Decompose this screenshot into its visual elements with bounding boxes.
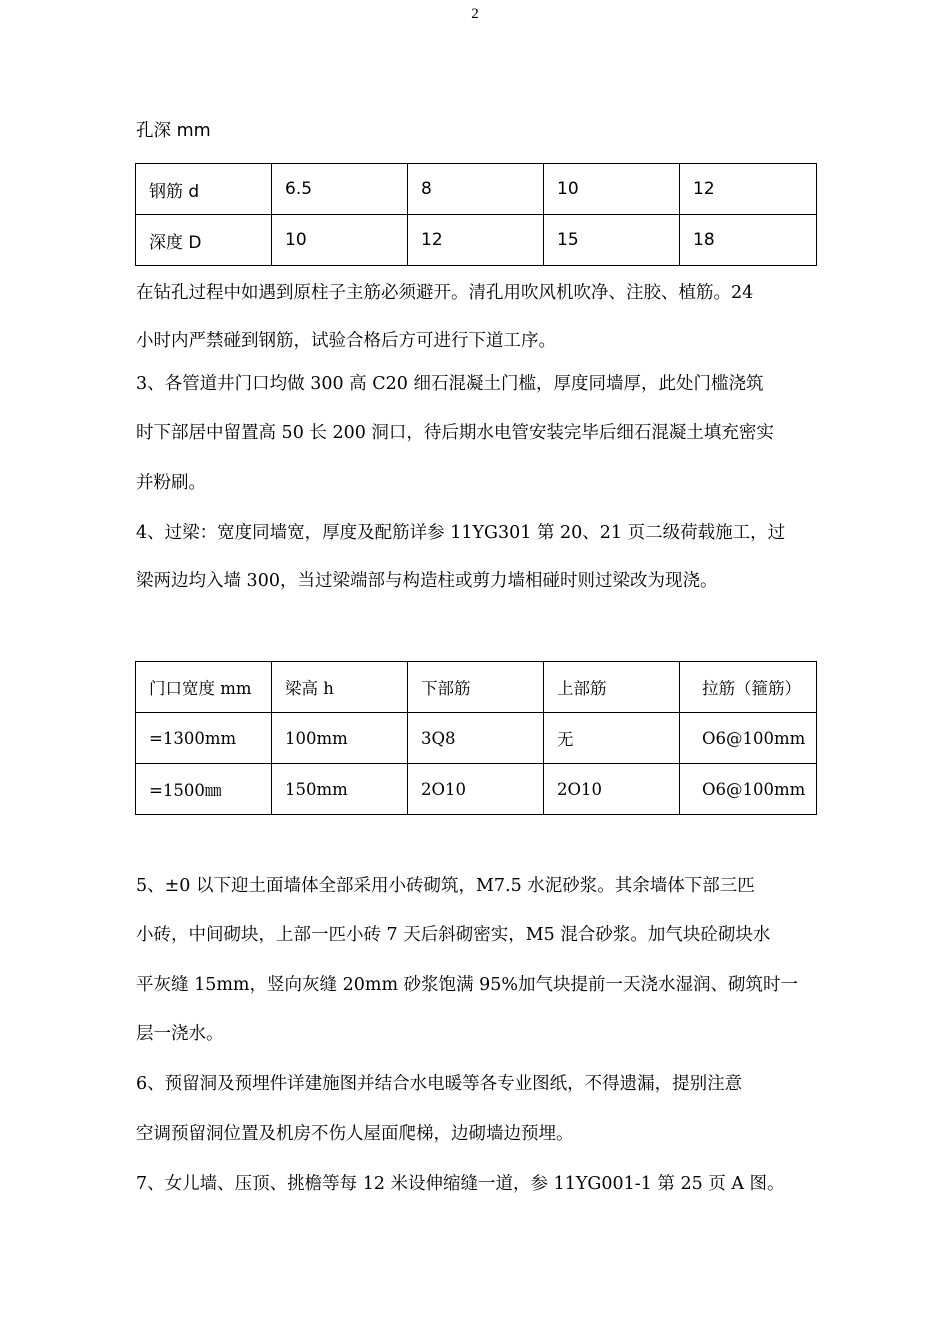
table-cell: 3Q8 (408, 713, 544, 764)
paragraph-line: 时下部居中留置高 50 长 200 洞口，待后期水电管安装完毕后细石混凝土填充密实 (136, 423, 774, 443)
table-cell: 15 (544, 215, 680, 266)
table-cell: 12 (680, 164, 817, 215)
table-cell: 10 (272, 215, 408, 266)
paragraph-line: 并粉刷。 (136, 473, 206, 493)
table-cell: 150mm (272, 764, 408, 815)
table-header-cell: 门口宽度 mm (136, 662, 272, 713)
table-cell: O6@100mm (680, 764, 817, 815)
table-cell: 10 (544, 164, 680, 215)
table-row (136, 215, 817, 266)
table-cell: 18 (680, 215, 817, 266)
paragraph-line: 空调预留洞位置及机房不伤人屋面爬梯，边砌墙边预埋。 (136, 1124, 574, 1144)
table-cell: =1500㎜ (136, 764, 272, 815)
table-cell: 12 (408, 215, 544, 266)
table-header-cell: 梁高 h (272, 662, 408, 713)
paragraph-line: 小砖，中间砌块，上部一匹小砖 7 天后斜砌密实，M5 混合砂浆。加气块砼砌块水 (136, 925, 771, 945)
table-row (136, 713, 817, 764)
table-cell: 无 (544, 713, 680, 764)
paragraph-line: 4、过梁：宽度同墙宽，厚度及配筋详参 11YG301 第 20、21 页二级荷载施工，过 (136, 523, 786, 543)
paragraph-line: 平灰缝 15mm，竖向灰缝 20mm 砂浆饱满 95%加气块提前一天浇水湿润、砌筑时一 (136, 975, 799, 995)
paragraph-line: 小时内严禁碰到钢筋，试验合格后方可进行下道工序。 (136, 331, 556, 351)
table-header-cell: 拉筋（箍筋） (680, 662, 817, 713)
table-header-cell: 下部筋 (408, 662, 544, 713)
table-cell: 8 (408, 164, 544, 215)
paragraph-line: 6、预留洞及预埋件详建施图并结合水电暖等各专业图纸，不得遗漏，提别注意 (136, 1074, 743, 1094)
paragraph-line: 在钻孔过程中如遇到原柱子主筋必须避开。清孔用吹风机吹净、注胶、植筋。24 (136, 283, 754, 303)
table-cell: 2O10 (544, 764, 680, 815)
rebar-depth-table (135, 163, 817, 266)
paragraph-line: 梁两边均入墙 300，当过梁端部与构造柱或剪力墙相碰时则过梁改为现浇。 (136, 571, 718, 591)
paragraph-line: 5、±0 以下迎土面墙体全部采用小砖砌筑，M7.5 水泥砂浆。其余墙体下部三匹 (136, 876, 755, 896)
table-cell: 2O10 (408, 764, 544, 815)
page-number: 2 (471, 6, 479, 22)
table-header-cell: 上部筋 (544, 662, 680, 713)
table-cell: 钢筋 d (136, 164, 272, 215)
table-cell: 6.5 (272, 164, 408, 215)
table-caption: 孔深 mm (136, 121, 211, 141)
table-cell: O6@100mm (680, 713, 817, 764)
table-cell: 100mm (272, 713, 408, 764)
lintel-table (135, 661, 817, 815)
table-row (136, 764, 817, 815)
table-header-row (136, 662, 817, 713)
paragraph-line: 7、女儿墙、压顶、挑檐等每 12 米设伸缩缝一道，参 11YG001-1 第 25 页 A 图。 (136, 1174, 785, 1194)
table-cell: 深度 D (136, 215, 272, 266)
paragraph-line: 3、各管道井门口均做 300 高 C20 细石混凝土门槛，厚度同墙厚，此处门槛浇筑 (136, 374, 764, 394)
table-cell: =1300mm (136, 713, 272, 764)
table-row (136, 164, 817, 215)
paragraph-line: 层一浇水。 (136, 1024, 224, 1044)
